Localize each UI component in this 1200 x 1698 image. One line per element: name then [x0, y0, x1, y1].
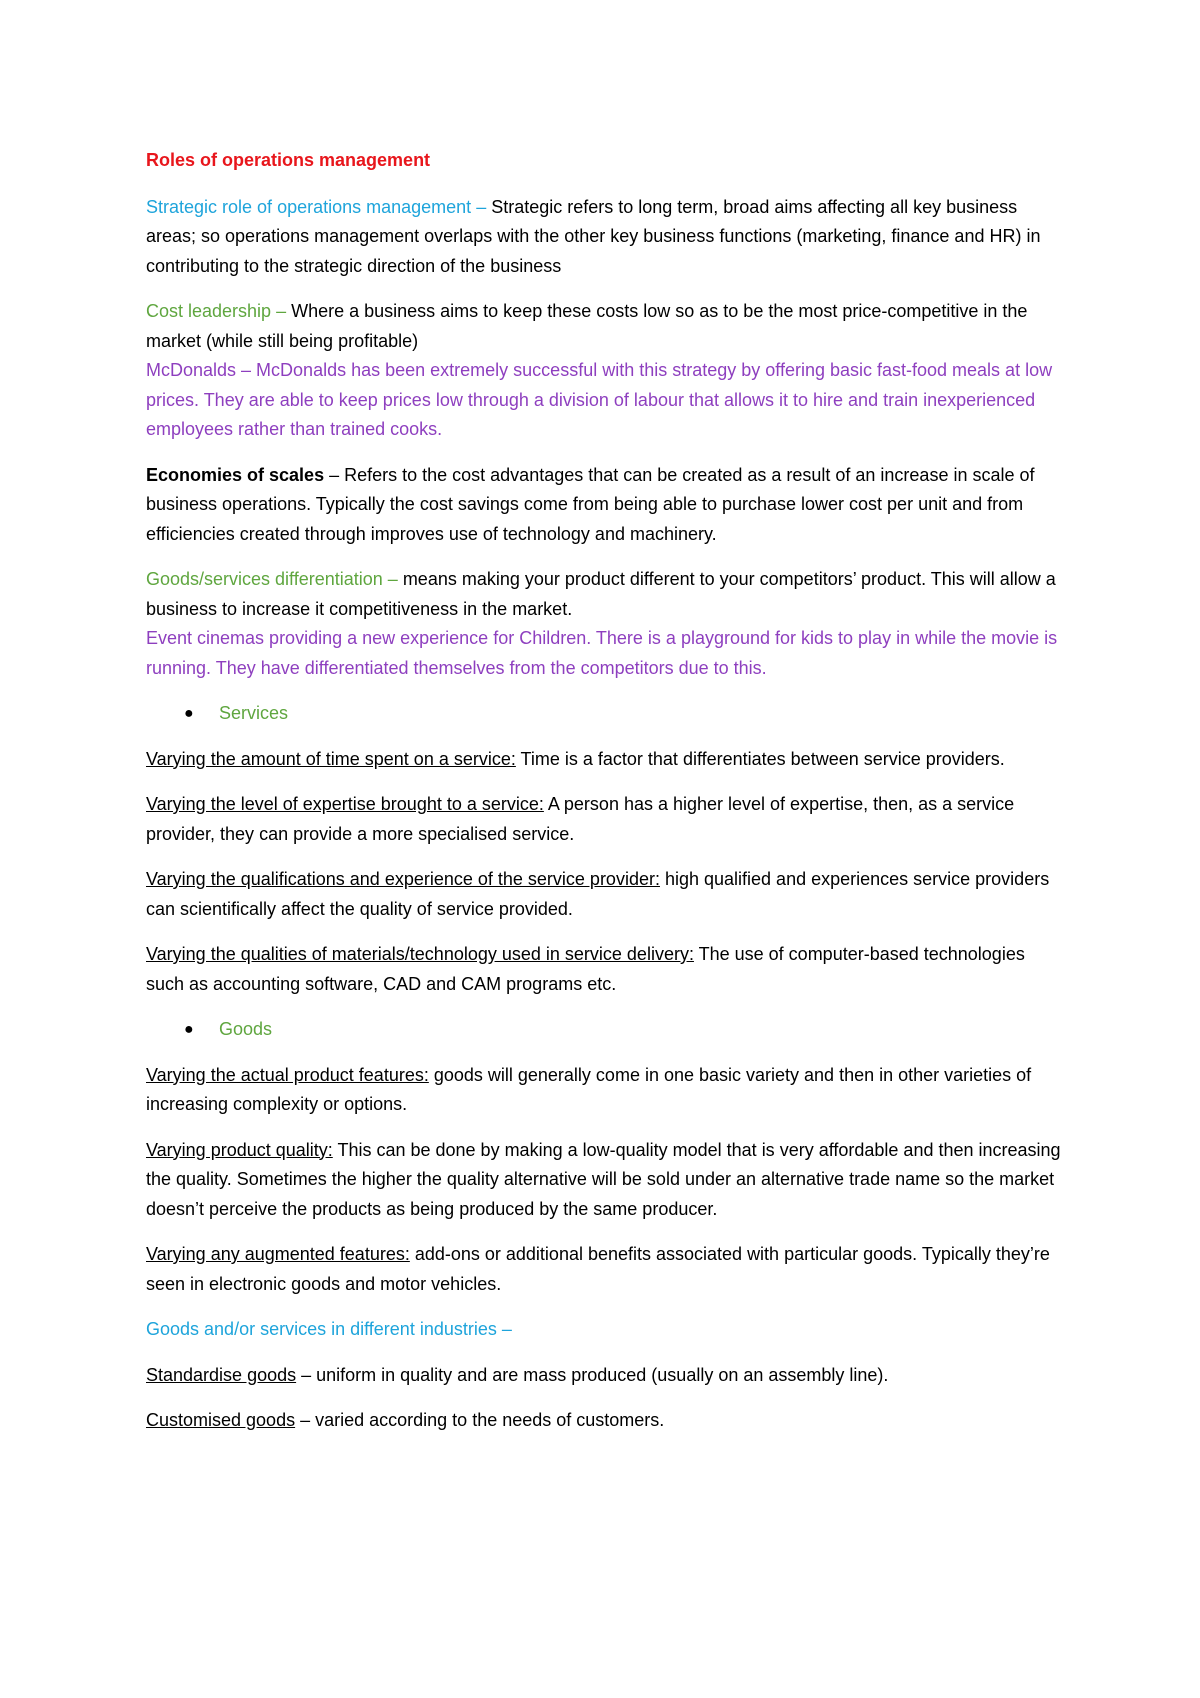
bullet-icon: ● [184, 705, 194, 722]
industry-item [146, 1406, 1066, 1436]
service-term: Varying the amount of time spent on a service: [146, 748, 516, 769]
service-text: The use of computer-based technologies such as accounting software, CAD and CAM programs etc. [146, 944, 1025, 994]
economies-heading: Economies of scales [146, 464, 325, 485]
cost-paragraph [146, 297, 1066, 356]
differentiation-paragraph [146, 565, 1066, 624]
strategic-paragraph [146, 193, 1066, 282]
document-title: Roles of operations management [146, 150, 431, 170]
industry-text: – varied according to the needs of customers. [295, 1410, 665, 1430]
goods-text: add-ons or additional benefits associated with particular goods. Typically they’re seen in electronic goods and motor vehicles. [146, 1244, 1050, 1294]
goods-term: Varying product quality: [146, 1139, 333, 1160]
services-bullet [146, 699, 1066, 729]
service-term: Varying the qualifications and experience of the service provider: [146, 869, 660, 889]
goods-item [146, 1240, 1066, 1299]
industry-term: Customised goods [146, 1410, 296, 1430]
strategic-text: Strategic refers to long term, broad aims affecting all key business areas; so operations management overlaps with the other key business functions (marketing, finance and HR) in contributing to the strategic direction of the business [146, 196, 1041, 276]
differentiation-example: Event cinemas providing a new experience for Children. There is a playground for kids to play in while the movie is running. They have differentiated themselves from the competitors due to this. [146, 628, 1058, 678]
service-item [146, 940, 1066, 999]
service-text: high qualified and experiences service providers can scientifically affect the quality of service provided. [146, 869, 1050, 919]
differentiation-heading: Goods/services differentiation – [146, 569, 403, 589]
goods-bullet [146, 1015, 1066, 1045]
services-bullet-label: Services [219, 703, 289, 723]
service-term: Varying the qualities of materials/technology used in service delivery: [146, 944, 694, 964]
goods-item [146, 1061, 1066, 1120]
strategic-heading: Strategic role of operations management – [146, 196, 492, 217]
goods-text: This can be done by making a low-quality model that is very affordable and then increasing the quality. Sometimes the higher the quality alternative will be sold under an alternative trade name so the market doesn’t perceive the products as being produced by the same producer. [146, 1139, 1061, 1219]
goods-bullet-label: Goods [219, 1019, 273, 1039]
service-text: A person has a higher level of expertise, then, as a service provider, they can provide a more specialised service. [146, 794, 1015, 844]
industry-item [146, 1361, 1066, 1391]
cost-example: McDonalds – McDonalds has been extremely successful with this strategy by offering basic fast-food meals at low prices. They are able to keep prices low through a division of labour that allows it to hire and train inexperienced employees rather than trained cooks. [146, 360, 1053, 439]
service-text: Time is a factor that differentiates between service providers. [515, 748, 1005, 769]
service-item [146, 745, 1066, 775]
industries-heading: Goods and/or services in different industries – [146, 1319, 512, 1339]
bullet-icon: ● [184, 1021, 194, 1038]
differentiation-text: means making your product different to your competitors’ product. This will allow a business to increase it competitiveness in the market. [146, 569, 1056, 619]
goods-term: Varying the actual product features: [146, 1064, 429, 1085]
goods-text: goods will generally come in one basic variety and then in other varieties of increasing complexity or options. [146, 1064, 1032, 1114]
industry-text: – uniform in quality and are mass produced (usually on an assembly line). [296, 1364, 889, 1385]
economies-paragraph [146, 461, 1066, 550]
cost-text: Where a business aims to keep these costs low so as to be the most price-competitive in the market (while still being profitable) [146, 301, 1028, 351]
document-page [146, 146, 1066, 1436]
service-term: Varying the level of expertise brought to a service: [146, 794, 544, 814]
goods-item [146, 1136, 1066, 1225]
cost-heading: Cost leadership – [146, 301, 292, 321]
industry-term: Standardise goods [146, 1364, 297, 1385]
economies-text: – Refers to the cost advantages that can be created as a result of an increase in scale of business operations. Typically the cost savings come from being able to purchase lower cost per unit and from efficiencies created through improves use of technology and machinery. [146, 464, 1035, 544]
service-item [146, 865, 1066, 924]
goods-term: Varying any augmented features: [146, 1244, 410, 1264]
service-item [146, 790, 1066, 849]
